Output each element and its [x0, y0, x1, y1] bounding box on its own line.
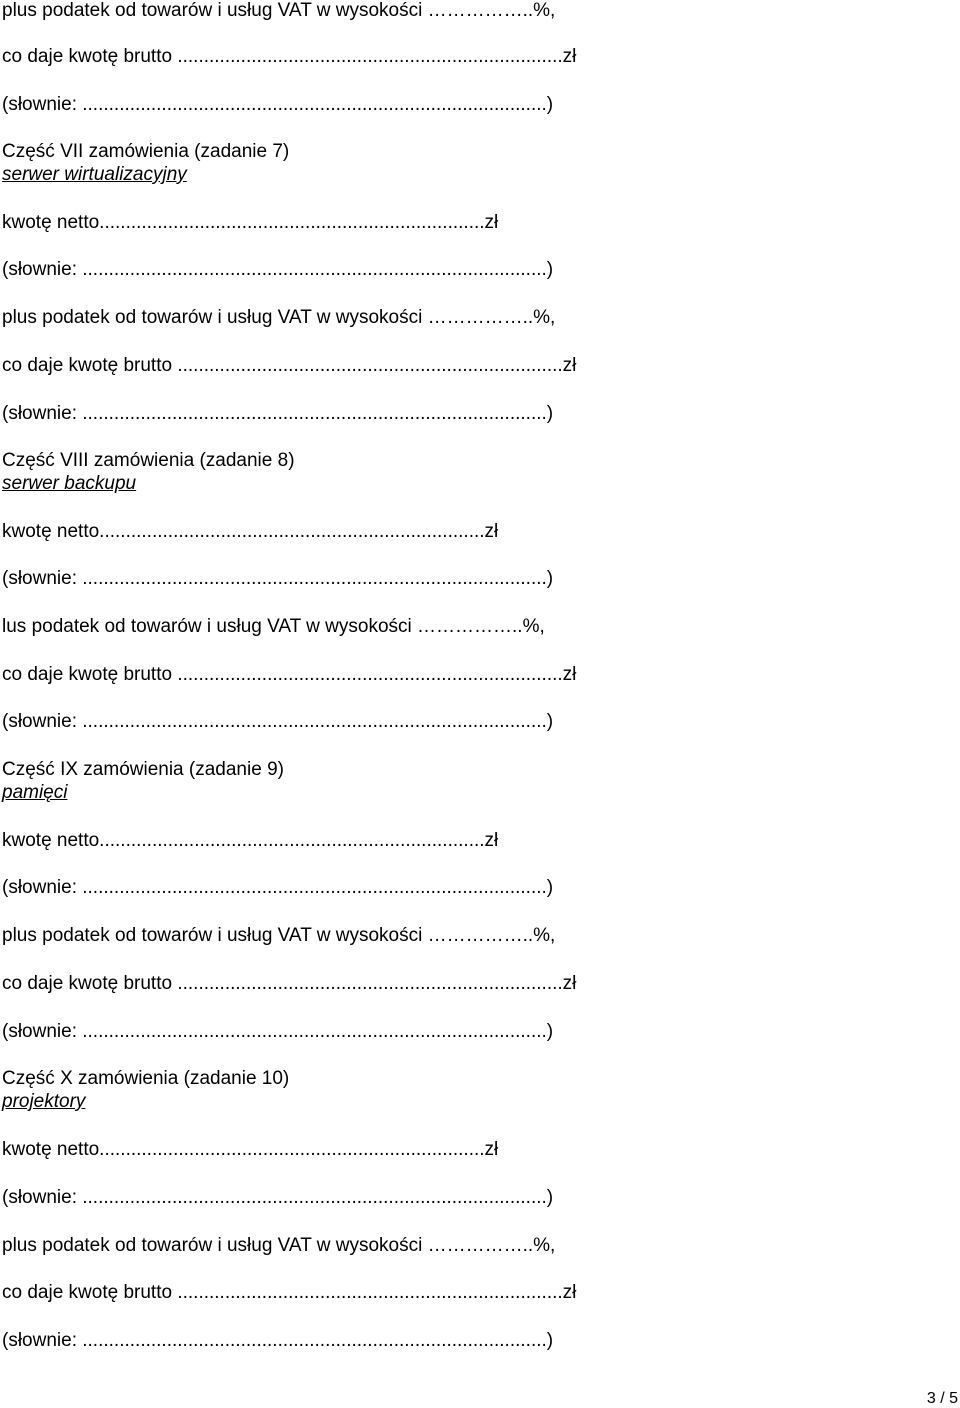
vat-rate-line: plus podatek od towarów i usług VAT w wysokości ……………..%,: [2, 925, 556, 946]
vat-rate-line: lus podatek od towarów i usług VAT w wysokości ……………..%,: [2, 616, 545, 637]
net-amount-line: kwotę netto.........................................................................zł: [2, 521, 499, 542]
vat-rate-line: plus podatek od towarów i usług VAT w wysokości ……………..%,: [2, 307, 556, 328]
gross-amount-line: co daje kwotę brutto .........................................................................zł: [2, 46, 577, 67]
in-words-line: (słownie: ........................................................................................): [2, 1021, 554, 1042]
gross-amount-line: co daje kwotę brutto .........................................................................zł: [2, 973, 577, 994]
part-subject: projektory: [2, 1091, 86, 1112]
in-words-line: (słownie: ........................................................................................): [2, 568, 554, 589]
in-words-line: (słownie: ........................................................................................): [2, 403, 554, 424]
part-subject: serwer backupu: [2, 473, 137, 494]
net-amount-line: kwotę netto.........................................................................zł: [2, 1139, 499, 1160]
part-subject: pamięci: [2, 782, 68, 803]
net-amount-line: kwotę netto.........................................................................zł: [2, 212, 499, 233]
vat-rate-line: plus podatek od towarów i usług VAT w wysokości ……………..%,: [2, 1235, 556, 1256]
part-heading: Część IX zamówienia (zadanie 9): [2, 759, 284, 780]
part-heading: Część VII zamówienia (zadanie 7): [2, 141, 290, 162]
vat-rate-line: plus podatek od towarów i usług VAT w wysokości ……………..%,: [2, 0, 556, 21]
in-words-line: (słownie: ........................................................................................): [2, 94, 554, 115]
part-subject: serwer wirtualizacyjny: [2, 164, 187, 185]
in-words-line: (słownie: ........................................................................................): [2, 877, 554, 898]
part-heading: Część VIII zamówienia (zadanie 8): [2, 450, 295, 471]
gross-amount-line: co daje kwotę brutto .........................................................................zł: [2, 664, 577, 685]
in-words-line: (słownie: ........................................................................................): [2, 259, 554, 280]
in-words-line: (słownie: ........................................................................................): [2, 1330, 554, 1351]
gross-amount-line: co daje kwotę brutto .........................................................................zł: [2, 355, 577, 376]
net-amount-line: kwotę netto.........................................................................zł: [2, 830, 499, 851]
in-words-line: (słownie: ........................................................................................): [2, 1187, 554, 1208]
gross-amount-line: co daje kwotę brutto .........................................................................zł: [2, 1282, 577, 1303]
page-number: 3 / 5: [926, 1390, 958, 1407]
in-words-line: (słownie: ........................................................................................): [2, 711, 554, 732]
part-heading: Część X zamówienia (zadanie 10): [2, 1068, 290, 1089]
